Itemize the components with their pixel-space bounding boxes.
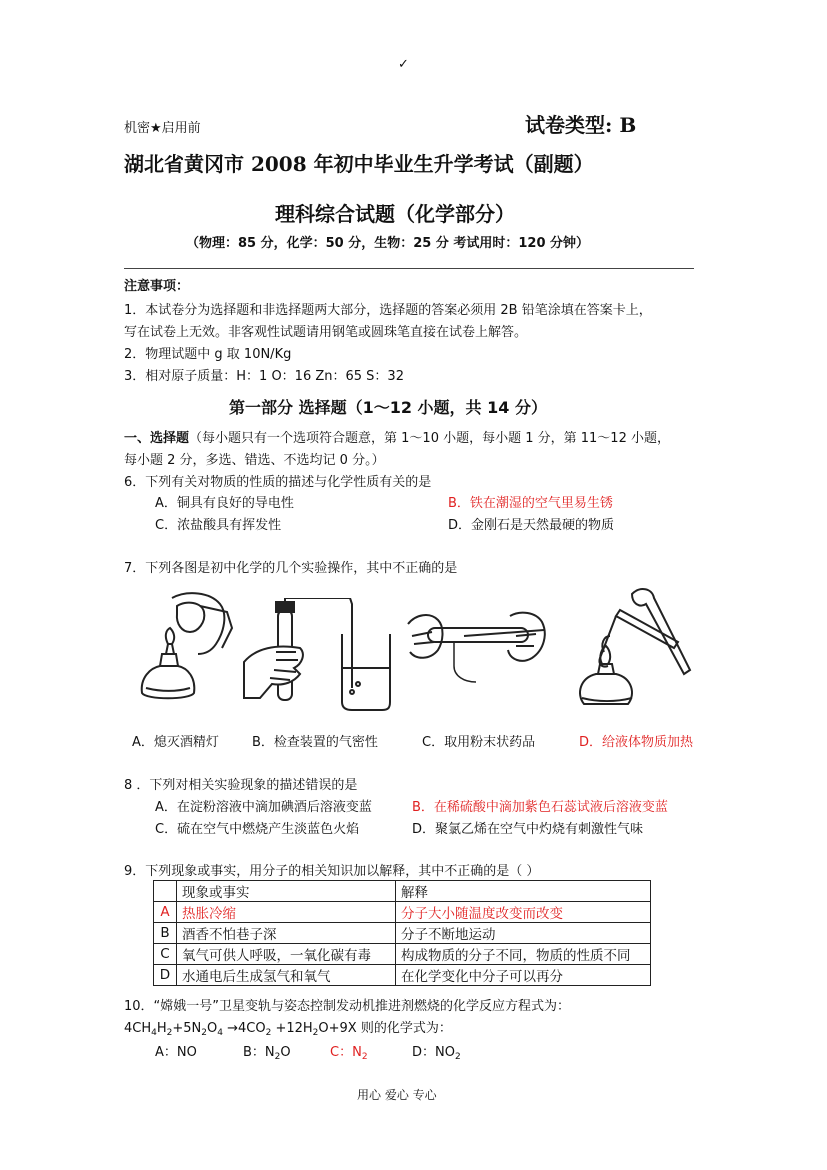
notice-line-2: 写在试卷上无效。非客观性试题请用钢笔或圆珠笔直接在试卷上解答。 (124, 325, 528, 340)
q7-stem: 7．下列各图是初中化学的几个实验操作，其中不正确的是 (124, 561, 458, 576)
q8-option-d: D．聚氯乙烯在空气中灼烧有刺激性气味 (412, 822, 644, 837)
part1-title: 第一部分 选择题（1～12 小题，共 14 分） (229, 398, 547, 417)
section-desc-1 (124, 427, 670, 446)
powder-reagent-figure (404, 606, 550, 686)
q10-equation-tail: 则的化学式为： (356, 1021, 452, 1036)
table-header-cell (154, 881, 177, 902)
table-cell: 氧气可供人呼吸，一氧化碳有毒 (177, 944, 396, 965)
table-cell: 分子大小随温度改变而改变 (396, 902, 651, 923)
table-row (154, 965, 651, 986)
table-cell: 构成物质的分子不同，物质的性质不同 (396, 944, 651, 965)
subject-title: 理科综合试题（化学部分） (275, 202, 515, 226)
q7-option-b: B．检查装置的气密性 (252, 735, 378, 750)
table-row (154, 902, 651, 923)
notice-heading: 注意事项： (124, 279, 190, 294)
q10-option-b: B：$N_2O$ (243, 1045, 291, 1062)
table-cell: D (154, 965, 177, 986)
q10-stem: 10．“嫦娥一号”卫星变轨与姿态控制发动机推进剂燃烧的化学反应方程式为： (124, 999, 571, 1014)
q10-option-a: A：NO (155, 1045, 197, 1060)
table-header-cell: 现象或事实 (177, 881, 396, 902)
secret-label: 机密★启用前 (124, 121, 201, 136)
score-info: （物理：85 分，化学：50 分，生物：25 分 考试用时：120 分钟） (186, 236, 590, 251)
q8-option-c: C．硫在空气中燃烧产生淡蓝色火焰 (155, 822, 360, 837)
q6-stem: 6．下列有关对物质的性质的描述与化学性质有关的是 (124, 475, 432, 490)
liquid-heating-figure (570, 584, 695, 714)
q7-option-a: A．熄灭酒精灯 (132, 735, 219, 750)
q9-stem: 9．下列现象或事实，用分子的相关知识加以解释，其中不正确的是（ ） (124, 864, 540, 879)
table-cell: 在化学变化中分子可以再分 (396, 965, 651, 986)
table-cell: 酒香不怕巷子深 (177, 923, 396, 944)
table-cell: 水通电后生成氢气和氧气 (177, 965, 396, 986)
q7-option-c: C．取用粉末状药品 (422, 735, 536, 750)
alcohol-lamp-extinguish-figure (132, 588, 242, 710)
q6-option-b: B．铁在潮湿的空气里易生锈 (448, 496, 613, 511)
q10-equation: $4CH_4H_2+5N_2O_4 \to 4CO_2 +12H_2O+9X$ 则的化学式为： (124, 1021, 452, 1038)
airtightness-check-figure (240, 598, 395, 714)
q8-option-b: B．在稀硫酸中滴加紫色石蕊试液后溶液变蓝 (412, 800, 668, 815)
q6-option-c: C．浓盐酸具有挥发性 (155, 518, 282, 533)
q7-option-d: D．给液体物质加热 (579, 735, 694, 750)
section-label: 一、选择题 (124, 431, 190, 446)
table-cell: C (154, 944, 177, 965)
notice-line-1: 1．本试卷分为选择题和非选择题两大部分，选择题的答案必须用 2B 铅笔涂填在答案卡上， (124, 303, 652, 318)
check-mark: ✓ (398, 57, 409, 72)
q6-option-d: D．金刚石是天然最硬的物质 (448, 518, 615, 533)
section-desc-text: （每小题只有一个选项符合题意，第 1～10 小题，每小题 1 分，第 11～12 小题， (189, 431, 670, 446)
notice-line-4: 3．相对原子质量：H：1 O：16 Zn：65 S：32 (124, 369, 404, 384)
q8-option-a: A．在淀粉溶液中滴加碘酒后溶液变蓝 (155, 800, 372, 815)
table-cell: A (154, 902, 177, 923)
exam-title: 湖北省黄冈市 2008 年初中毕业生升学考试（副题） (124, 152, 594, 176)
paper-type: 试卷类型: B (525, 113, 637, 137)
table-cell: B (154, 923, 177, 944)
table-header-row (154, 881, 651, 902)
q8-stem: 8 ．下列对相关实验现象的描述错误的是 (124, 778, 358, 793)
page-footer: 用心 爱心 专心 (357, 1088, 437, 1102)
table-cell: 热胀冷缩 (177, 902, 396, 923)
divider-line (124, 268, 694, 269)
table-row (154, 944, 651, 965)
section-desc-2: 每小题 2 分，多选、错选、不选均记 0 分。） (124, 453, 385, 468)
table-header-cell: 解释 (396, 881, 651, 902)
table-row (154, 923, 651, 944)
q6-option-a: A．铜具有良好的导电性 (155, 496, 294, 511)
table-cell: 分子不断地运动 (396, 923, 651, 944)
q10-option-d: D：$NO_2$ (412, 1045, 461, 1062)
q9-table (153, 880, 651, 986)
q10-option-c: C：$N_2$ (330, 1045, 368, 1062)
notice-line-3: 2．物理试题中 g 取 10N/Kg (124, 347, 292, 362)
